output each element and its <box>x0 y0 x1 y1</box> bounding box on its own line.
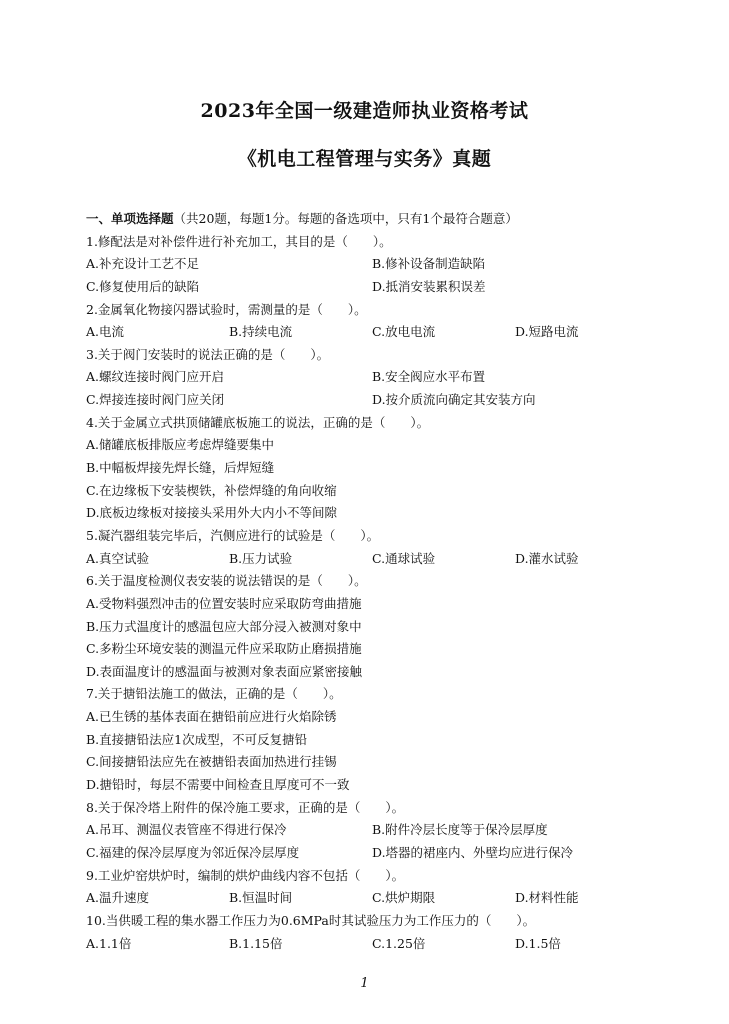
option-row <box>86 253 646 276</box>
option-row <box>86 729 646 752</box>
answer-option: A.受物料强烈冲击的位置安装时应采取防弯曲措施 <box>86 595 362 611</box>
option-row <box>86 276 646 299</box>
option-row <box>86 616 646 639</box>
answer-option: B.中幅板焊接先焊长缝，后焊短缝 <box>86 460 275 476</box>
answer-option: D.灌水试验 <box>515 550 579 566</box>
option-row <box>86 751 646 774</box>
question-stem: 2.金属氧化物接闪器试验时，需测量的是（ ）。 <box>86 301 367 317</box>
section-heading <box>86 208 646 231</box>
answer-option: D.塔器的裙座内、外壁均应进行保冷 <box>372 844 574 860</box>
answer-option: C.焊接连接时阀门应关闭 <box>86 392 225 408</box>
answer-option: D.底板边缘板对接接头采用外大内小不等间隙 <box>86 505 338 521</box>
answer-option: B.1.15倍 <box>229 935 283 951</box>
question-stem: 4.关于金属立式拱顶储罐底板施工的说法，正确的是（ ）。 <box>86 414 430 430</box>
option-row <box>86 933 646 956</box>
option-row <box>86 819 646 842</box>
answer-option: A.温升速度 <box>86 890 150 906</box>
answer-option: B.直接搪铅法应1次成型，不可反复搪铅 <box>86 731 308 747</box>
answer-option: D.按介质流向确定其安装方向 <box>372 392 536 408</box>
answer-option: D.材料性能 <box>515 890 579 906</box>
answer-option: C.1.25倍 <box>372 935 426 951</box>
question-stem: 6.关于温度检测仪表安装的说法错误的是（ ）。 <box>86 573 367 589</box>
option-row <box>86 434 646 457</box>
answer-option: C.福建的保冷层厚度为邻近保冷层厚度 <box>86 844 300 860</box>
answer-option: A.螺纹连接时阀门应开启 <box>86 369 225 385</box>
answer-option: D.抵消安装累积误差 <box>372 278 486 294</box>
answer-option: B.安全阀应水平布置 <box>372 369 486 385</box>
answer-option: A.1.1倍 <box>86 935 132 951</box>
option-row <box>86 661 646 684</box>
answer-option: B.修补设备制造缺陷 <box>372 256 486 272</box>
option-row <box>86 480 646 503</box>
question-stem: 9.工业炉窑烘炉时，编制的烘炉曲线内容不包括（ ）。 <box>86 867 405 883</box>
option-row <box>86 706 646 729</box>
answer-option: A.电流 <box>86 324 125 340</box>
answer-option: A.补充设计工艺不足 <box>86 256 200 272</box>
option-row <box>86 389 646 412</box>
question-stem: 8.关于保冷塔上附件的保冷施工要求，正确的是（ ）。 <box>86 799 405 815</box>
answer-option: B.压力式温度计的感温包应大部分浸入被测对象中 <box>86 618 362 634</box>
option-row <box>86 638 646 661</box>
question-stem: 3.关于阀门安装时的说法正确的是（ ）。 <box>86 346 330 362</box>
answer-option: D.1.5倍 <box>515 935 561 951</box>
question-stem: 10.当供暖工程的集水器工作压力为0.6MPa时其试验压力为工作压力的（ ）。 <box>86 912 536 928</box>
option-row <box>86 774 646 797</box>
answer-option: B.恒温时间 <box>229 890 293 906</box>
answer-option: D.表面温度计的感温面与被测对象表面应紧密接触 <box>86 663 363 679</box>
option-row <box>86 321 646 344</box>
section-note: （共20题，每题1分。每题的备选项中，只有1个最符合题意） <box>173 211 518 226</box>
answer-option: C.间接搪铅法应先在被搪铅表面加热进行挂锡 <box>86 754 337 770</box>
option-row <box>86 842 646 865</box>
answer-option: B.压力试验 <box>229 550 293 566</box>
option-row <box>86 502 646 525</box>
exam-content <box>86 208 646 955</box>
section-title: 一、单项选择题 <box>86 211 174 226</box>
option-row <box>86 593 646 616</box>
answer-option: A.储罐底板排版应考虑焊缝要集中 <box>86 437 275 453</box>
question-list <box>86 231 646 956</box>
document-subtitle: 《机电工程管理与实务》真题 <box>237 148 492 170</box>
answer-option: B.附件冷层长度等于保冷层厚度 <box>372 822 548 838</box>
option-row <box>86 887 646 910</box>
page-number: 1 <box>360 976 369 991</box>
answer-option: C.通球试验 <box>372 550 436 566</box>
answer-option: B.持续电流 <box>229 324 293 340</box>
answer-option: C.多粉尘环境安装的测温元件应采取防止磨损措施 <box>86 641 362 657</box>
answer-option: A.吊耳、测温仪表管座不得进行保冷 <box>86 822 287 838</box>
question-stem: 7.关于搪铅法施工的做法，正确的是（ ）。 <box>86 686 342 702</box>
answer-option: D.搪铅时，每层不需要中间检查且厚度可不一致 <box>86 777 350 793</box>
answer-option: D.短路电流 <box>515 324 579 340</box>
option-row <box>86 548 646 571</box>
option-row <box>86 366 646 389</box>
question-stem: 1.修配法是对补偿件进行补充加工，其目的是（ ）。 <box>86 233 392 249</box>
answer-option: A.已生锈的基体表面在搪铅前应进行火焰除锈 <box>86 709 337 725</box>
answer-option: C.放电电流 <box>372 324 436 340</box>
question-stem: 5.凝汽器组装完毕后，汽侧应进行的试验是（ ）。 <box>86 527 380 543</box>
answer-option: C.修复使用后的缺陷 <box>86 278 200 294</box>
answer-option: C.在边缘板下安装楔铁，补偿焊缝的角向收缩 <box>86 482 337 498</box>
answer-option: C.烘炉期限 <box>372 890 436 906</box>
answer-option: A.真空试验 <box>86 550 150 566</box>
option-row <box>86 457 646 480</box>
document-title: 2023年全国一级建造师执业资格考试 <box>200 100 529 122</box>
